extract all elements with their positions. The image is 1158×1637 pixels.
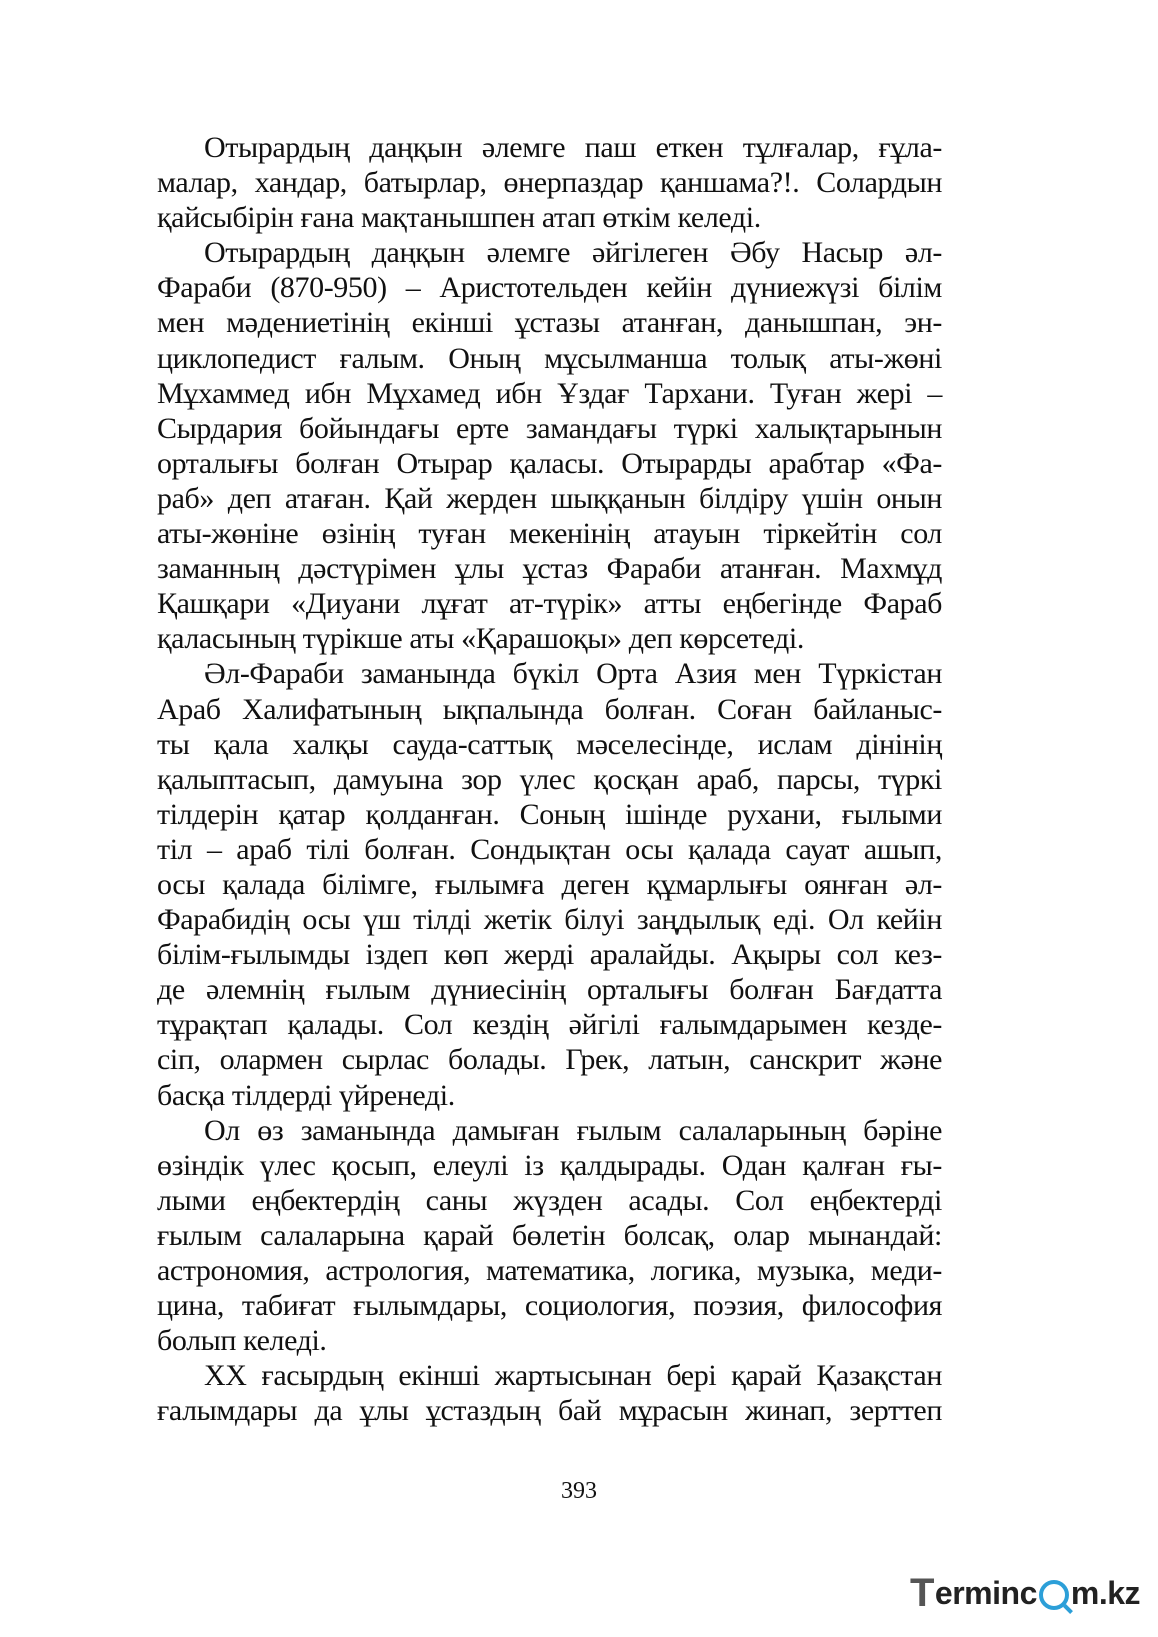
watermark-text-tail: m.kz (1070, 1574, 1140, 1611)
text-line: басқа тілдерді үйренеді. (157, 1078, 455, 1112)
page-number: 393 (561, 1478, 597, 1504)
text-line: аты-жөніне өзінің туған мекенінің атауын тіркейтін сол (157, 517, 942, 551)
text-line: өзіндік үлес қосып, елеулі із қалдырады. Одан қалған ғы- (157, 1148, 942, 1182)
text-line: ты қала халқы сауда-саттық мәселесінде, ислам дінінің (157, 727, 942, 761)
text-line: болып келеді. (157, 1324, 327, 1358)
text-line: Фарабидің осы үш тілді жетік білуі заңдылық еді. Ол кейін (157, 903, 942, 937)
text-line: сіп, олармен сырлас болады. Грек, латын, санскрит және (157, 1043, 942, 1077)
text-line: Отырардың даңқын әлемге паш еткен тұлғалар, ғұла- (204, 131, 942, 164)
page-body (157, 130, 942, 1428)
text-line: қалыптасып, дамуына зор үлес қосқан араб, парсы, түркі (157, 762, 942, 796)
text-line: цина, табиғат ғылымдары, социология, поэзия, философия (157, 1289, 942, 1323)
paragraph (157, 130, 942, 235)
text-line: раб» деп атаған. Қай жерден шыққанын білдіру үшін онын (157, 481, 942, 515)
paragraph (157, 235, 942, 656)
text-line: қаласының түрікше аты «Қарашоқы» деп көрсетеді. (157, 622, 804, 656)
text-line: тұрақтап қалады. Сол кездің әйгілі ғалымдарымен кезде- (157, 1008, 942, 1042)
text-line: тілдерін қатар қолданған. Соның ішінде рухани, ғылыми (157, 797, 942, 831)
text-line: тіл – араб тілі болған. Сондықтан осы қалада сауат ашып, (157, 832, 942, 866)
text-line: Фараби (870-950) – Аристотельден кейін дүниежүзі білім (157, 271, 942, 305)
watermark-t-glyph: T (909, 1570, 934, 1615)
text-line: заманның дәстүрімен ұлы ұстаз Фараби атанған. Махмұд (157, 552, 942, 586)
text-line: малар, хандар, батырлар, өнерпаздар қаншама?!. Солардын (157, 166, 942, 200)
watermark-text: erminc (934, 1574, 1037, 1611)
text-line: Отырардың даңқын әлемге әйгілеген Әбу Насыр әл- (204, 236, 942, 270)
text-line: орталығы болған Отырар қаласы. Отырарды арабтар «Фа- (157, 446, 942, 480)
text-line: Сырдария бойындағы ерте замандағы түркі халықтарынын (157, 411, 942, 445)
text-line: Мұхаммед ибн Мұхамед ибн Ұздағ Тархани. Туған жері – (157, 376, 942, 410)
text-line: Әл-Фараби заманында бүкіл Орта Азия мен Түркістан (204, 657, 942, 691)
text-line: ғылым салаларына қарай бөлетін болсақ, олар мынандай: (157, 1218, 942, 1252)
text-line: білім-ғылымды іздеп көп жерді аралайды. Ақыры сол кез- (157, 938, 942, 972)
paragraph (157, 1358, 942, 1428)
termincom-watermark-logo (910, 1569, 1140, 1617)
text-line: астрономия, астрология, математика, логика, музыка, меди- (157, 1254, 942, 1287)
magnifier-icon (1039, 1580, 1069, 1610)
text-line: осы қалада білімге, ғылымға деген құмарлығы оянған әл- (157, 867, 942, 901)
text-line: циклопедист ғалым. Оның мұсылманша толық аты-жөні (157, 341, 942, 375)
text-line: қайсыбірін ғана мақтанышпен атап өткім келеді. (157, 201, 761, 235)
text-line: Ол өз заманында дамыған ғылым салаларының бәріне (204, 1113, 942, 1147)
text-line: Қашқари «Диуани лұғат ат-түрік» атты еңбегінде Фараб (157, 587, 942, 621)
text-line: ғалымдары да ұлы ұстаздың бай мұрасын жинап, зерттеп (157, 1394, 942, 1428)
text-line: Араб Халифатының ықпалында болған. Соған байланыс- (157, 692, 942, 726)
text-line: мен мәдениетінің екінші ұстазы атанған, данышпан, эн- (157, 306, 942, 340)
text-line: де әлемнің ғылым дүниесінің орталығы болған Бағдатта (157, 973, 942, 1007)
text-line: лыми еңбектердің саны жүзден асады. Сол еңбектерді (157, 1183, 942, 1217)
paragraph (157, 1113, 942, 1359)
paragraph (157, 656, 942, 1112)
text-line: XX ғасырдың екінші жартысынан бері қарай Қазақстан (204, 1359, 942, 1393)
